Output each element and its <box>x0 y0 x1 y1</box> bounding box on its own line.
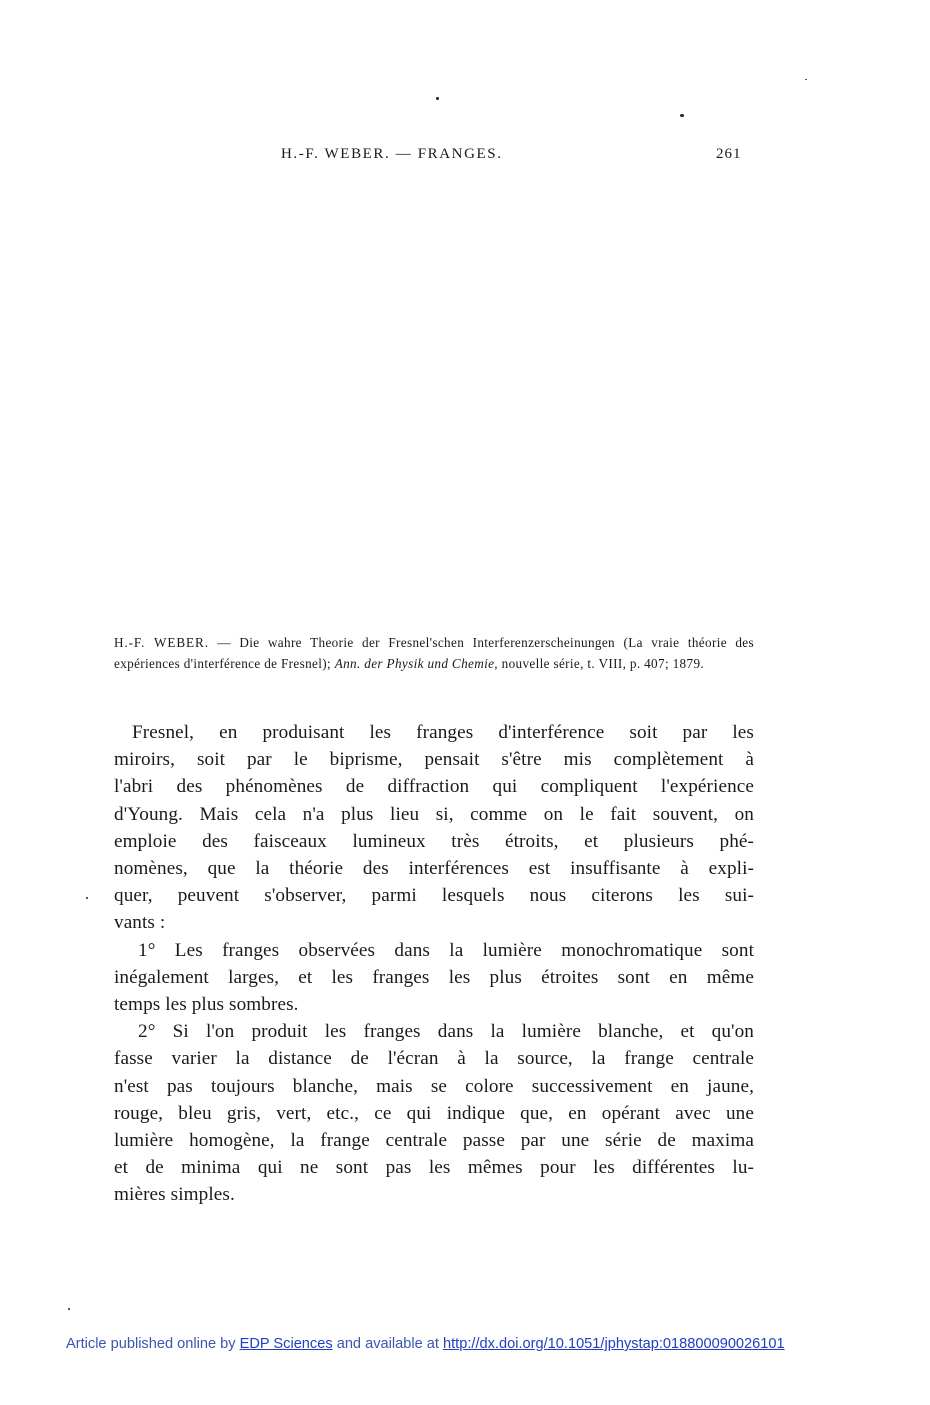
text-line: mières simples. <box>114 1184 235 1206</box>
scan-speck <box>680 114 684 117</box>
citation-journal: Ann. der Physik und Chemie, <box>334 655 498 671</box>
doi-link[interactable]: http://dx.doi.org/10.1051/jphystap:018800090026101 <box>443 1336 785 1352</box>
footer-middle: and available at <box>336 1336 439 1352</box>
citation <box>114 633 754 674</box>
text-line: d'Young. Mais cela n'a plus lieu si, comme on le fait souvent, on <box>114 803 754 825</box>
text-line: Fresnel, en produisant les franges d'interférence soit par les <box>132 722 754 743</box>
text-line: inégalement larges, et les franges les plus étroites sont en même <box>114 966 754 988</box>
text-line: temps les plus sombres. <box>114 994 299 1016</box>
text-line: fasse varier la distance de l'écran à la source, la frange centrale <box>114 1048 754 1070</box>
text-line: quer, peuvent s'observer, parmi lesquels nous citerons les sui- <box>114 885 754 907</box>
publication-footer <box>66 1336 785 1352</box>
text-line: vants : <box>114 912 166 934</box>
text-line: l'abri des phénomènes de diffraction qui compliquent l'expérience <box>114 776 754 798</box>
text-line: 2° Si l'on produit les franges dans la lumière blanche, et qu'on <box>138 1021 754 1043</box>
text-line: emploie des faisceaux lumineux très étroits, et plusieurs phé- <box>114 830 754 852</box>
footer-prefix: Article published online by <box>66 1336 236 1352</box>
text-line: rouge, bleu gris, vert, etc., ce qui indique que, en opérant avec une <box>114 1102 754 1124</box>
publisher-link[interactable]: EDP Sciences <box>239 1336 333 1352</box>
article-body <box>114 719 754 1209</box>
paragraph-point-2 <box>114 1018 754 1208</box>
paragraph-intro <box>114 719 754 937</box>
citation-title-french: (La vraie théorie des expériences d'interférence de Fresnel); <box>114 635 754 671</box>
text-line: 1° Les franges observées dans la lumière monochromatique sont <box>138 939 754 961</box>
text-line: miroirs, soit par le biprisme, pensait s'être mis complètement à <box>114 749 754 771</box>
running-title: H.-F. WEBER. — FRANGES. <box>281 146 503 162</box>
citation-title-german: — Die wahre Theorie der Fresnel'schen Interferenzerscheinungen <box>217 635 615 650</box>
citation-author: H.-F. WEBER. <box>114 635 209 650</box>
page-number: 261 <box>716 146 742 162</box>
scan-speck <box>68 1308 70 1310</box>
text-line: nomènes, que la théorie des interférences est insuffisante à expli- <box>114 858 754 880</box>
scan-speck <box>436 97 439 100</box>
citation-details: nouvelle série, t. VIII, p. 407; 1879. <box>501 655 705 671</box>
text-line: et de minima qui ne sont pas les mêmes pour les différentes lu- <box>114 1157 754 1179</box>
text-line: n'est pas toujours blanche, mais se colore successivement en jaune, <box>114 1075 754 1097</box>
scan-speck <box>805 79 807 80</box>
paragraph-point-1 <box>114 937 754 1019</box>
text-line: lumière homogène, la frange centrale passe par une série de maxima <box>114 1130 754 1152</box>
scan-speck <box>86 897 88 899</box>
